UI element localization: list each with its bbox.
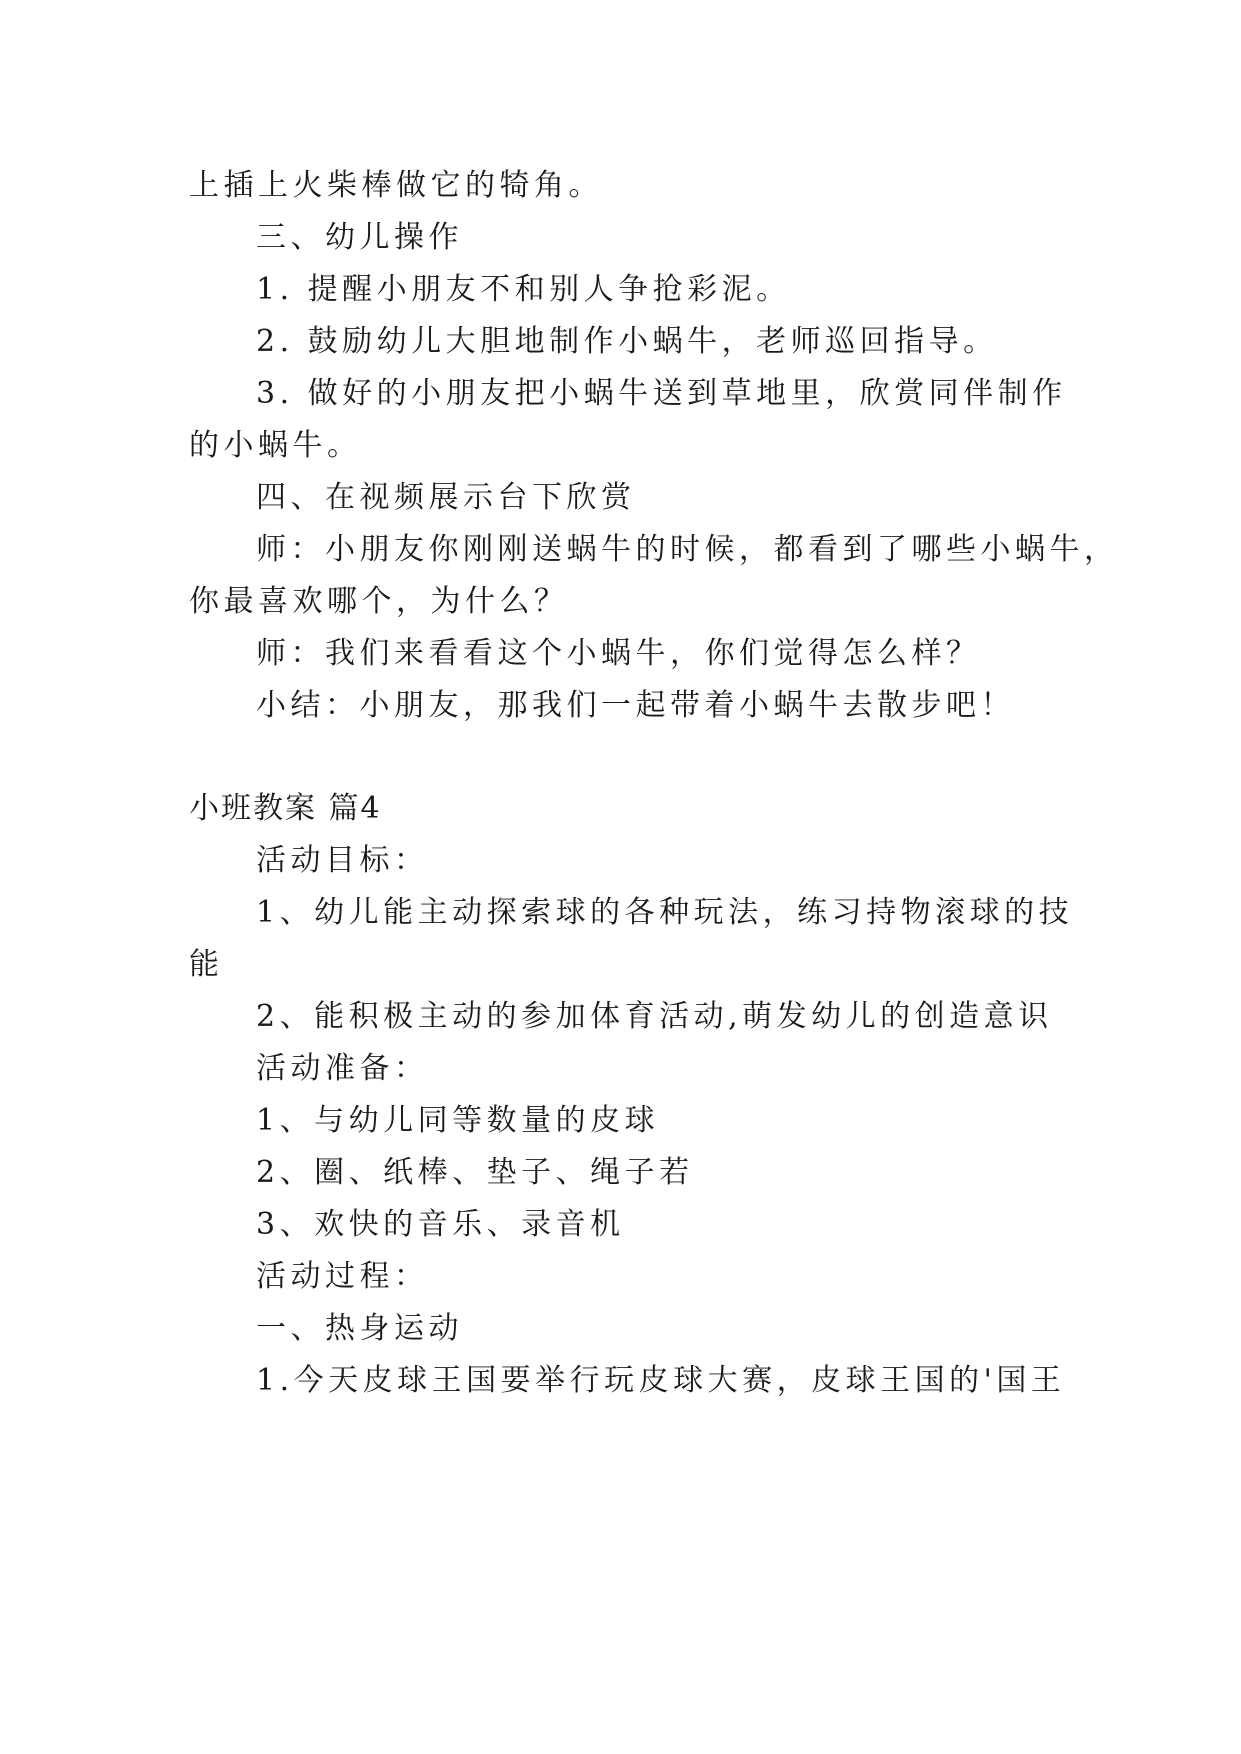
paragraph-line: 1. 提醒小朋友不和别人争抢彩泥。 [256,272,791,307]
paragraph-line: 的小蜗牛。 [189,428,362,463]
paragraph-line: 上插上火柴棒做它的犄角。 [189,168,603,203]
paragraph-line: 3. 做好的小朋友把小蜗牛送到草地里，欣赏同伴制作 [256,376,1067,411]
paragraph-line: 师：我们来看看这个小蜗牛，你们觉得怎么样？ [256,636,981,671]
paragraph-line: 1.今天皮球王国要举行玩皮球大赛，皮球王国的'国王 [256,1363,1066,1398]
section-heading: 四、在视频展示台下欣赏 [256,480,636,515]
section-title: 小班教案 篇4 [189,791,382,826]
paragraph-line: 2. 鼓励幼儿大胆地制作小蜗牛，老师巡回指导。 [256,324,998,359]
paragraph-line: 活动准备： [256,1051,429,1086]
paragraph-line: 2、圈、纸棒、垫子、绳子若 [256,1155,694,1190]
paragraph-line: 师：小朋友你刚刚送蜗牛的时候，都看到了哪些小蜗牛， [256,532,1119,567]
paragraph-line: 2、能积极主动的参加体育活动,萌发幼儿的创造意识 [256,999,1053,1034]
paragraph-line: 1、幼儿能主动探索球的各种玩法，练习持物滚球的技 [256,895,1074,930]
paragraph-line: 你最喜欢哪个，为什么？ [189,584,569,619]
paragraph-line: 一、热身运动 [256,1311,463,1346]
paragraph-line: 小结：小朋友，那我们一起带着小蜗牛去散步吧！ [256,688,1015,723]
section-heading: 三、幼儿操作 [256,220,463,255]
paragraph-line: 活动目标： [256,843,429,878]
paragraph-line: 1、与幼儿同等数量的皮球 [256,1103,660,1138]
paragraph-line: 活动过程： [256,1259,429,1294]
paragraph-line: 能 [189,947,224,982]
paragraph-line: 3、欢快的音乐、录音机 [256,1207,625,1242]
